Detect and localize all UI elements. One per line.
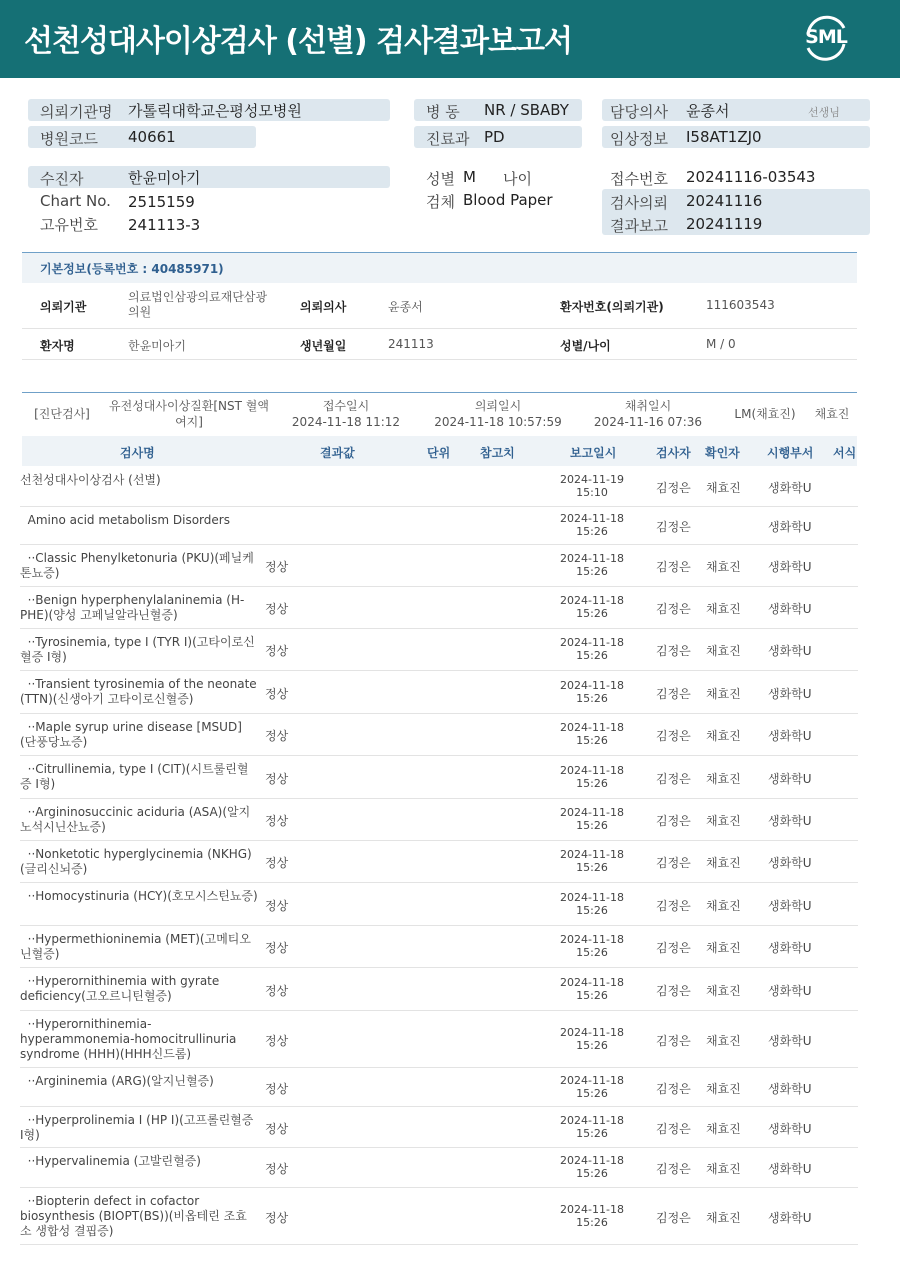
tester-name: 김정은: [656, 602, 691, 616]
basic-birth-value: 241113: [388, 337, 434, 351]
specimen-label: 검체: [426, 193, 455, 211]
department: 생화학U: [768, 1082, 812, 1096]
department: 생화학U: [768, 520, 812, 534]
basic-bottom-line: [22, 359, 857, 360]
clinical-label: 임상정보: [610, 130, 668, 148]
result-value: 정상: [265, 560, 289, 574]
report-title: 선천성대사이상검사 (선별) 검사결과보고서: [24, 24, 572, 59]
report-date: 2024-11-19: [560, 473, 624, 486]
department: 생화학U: [768, 687, 812, 701]
recipient-value: 한윤미아기: [128, 169, 201, 187]
table-row: [20, 507, 858, 545]
confirmer-name: 채효진: [706, 941, 741, 955]
doctor-value: 윤종서: [686, 102, 730, 120]
tester-name: 김정은: [656, 856, 691, 870]
table-row: [20, 799, 858, 841]
tester-name: 김정은: [656, 1034, 691, 1048]
test-name: ··Benign hyperphenylalaninemia (H-PHE)(양성 고페닐알라닌혈증): [20, 593, 245, 622]
doctor-suffix: 선생님: [808, 106, 840, 119]
report-time: 15:26: [576, 607, 608, 620]
result-value: 정상: [265, 814, 289, 828]
department: 생화학U: [768, 1211, 812, 1225]
report-label: 결과보고: [610, 217, 668, 235]
basic-divider: [22, 328, 857, 329]
tester-name: 김정은: [656, 1082, 691, 1096]
department: 생화학U: [768, 1122, 812, 1136]
report-date: 2024-11-18: [560, 933, 624, 946]
col-report: 보고일시: [570, 446, 617, 460]
meta-request-value: 2024-11-18 10:57:59: [434, 415, 562, 429]
report-time: 15:26: [576, 1127, 608, 1140]
col-result: 결과값: [320, 446, 355, 460]
meta-collect-value: 2024-11-16 07:36: [593, 415, 703, 429]
col-dept: 시행부서: [767, 446, 814, 460]
confirmer-name: 채효진: [706, 687, 741, 701]
table-row: [20, 1107, 858, 1148]
table-row: [20, 1188, 858, 1245]
confirmer-name: 채효진: [706, 481, 741, 495]
test-name: ··Hyperprolinemia I (HP I)(고프롤린혈증 I형): [20, 1113, 258, 1142]
report-header: [0, 0, 900, 78]
result-value: 정상: [265, 941, 289, 955]
report-datetime: [552, 721, 632, 747]
table-row: [20, 629, 858, 671]
hospital-code-value: 40661: [128, 128, 176, 146]
result-value: 정상: [265, 729, 289, 743]
basic-doc-key: 의뢰의사: [300, 300, 347, 314]
test-name: 선천성대사이상검사 (선별): [20, 473, 161, 487]
result-value: 정상: [265, 1122, 289, 1136]
tester-name: 김정은: [656, 941, 691, 955]
report-date: 2024-11-18: [560, 512, 624, 525]
report-value: 20241119: [686, 215, 763, 233]
unique-label: 고유번호: [40, 216, 98, 234]
col-name: 검사명: [120, 446, 155, 460]
department: 생화학U: [768, 729, 812, 743]
dept-label: 진료과: [426, 130, 470, 148]
specimen-value: Blood Paper: [463, 191, 553, 209]
table-row: [20, 926, 858, 968]
test-name: ··Transient tyrosinemia of the neonate (TTN)(신생아기 고타이로신혈증): [20, 677, 261, 706]
report-time: 15:26: [576, 819, 608, 832]
department: 생화학U: [768, 560, 812, 574]
tester-name: 김정은: [656, 644, 691, 658]
confirmer-name: 채효진: [706, 644, 741, 658]
col-confirm: 확인자: [705, 446, 740, 460]
basic-sexage-value: M / 0: [706, 337, 736, 351]
result-value: 정상: [265, 772, 289, 786]
report-date: 2024-11-18: [560, 1154, 624, 1167]
meta-category: [진단검사]: [34, 407, 90, 421]
test-name: ··Hyperornithinemia with gyrate deficiency(고오르니틴혈증): [20, 974, 224, 1003]
confirmer-name: 채효진: [706, 899, 741, 913]
hospital-code-label: 병원코드: [40, 130, 98, 148]
department: 생화학U: [768, 941, 812, 955]
institution-label: 의뢰기관명: [40, 103, 113, 121]
result-value: 정상: [265, 1211, 289, 1225]
report-date: 2024-11-18: [560, 552, 624, 565]
basic-pno-value: 111603543: [706, 298, 775, 312]
receipt-value: 20241116-03543: [686, 168, 816, 186]
age-label: 나이: [503, 170, 532, 188]
test-name: ··Hypervalinemia (고발린혈증): [20, 1154, 201, 1168]
meta-receipt-label: 접수일시: [322, 399, 370, 413]
confirmer-name: 채효진: [706, 772, 741, 786]
department: 생화학U: [768, 899, 812, 913]
meta-test-desc: 유전성대사이상질환[NST 혈액여지]: [109, 399, 269, 429]
institution-value: 가톨릭대학교은평성모병원: [128, 102, 302, 120]
chart-label: Chart No.: [40, 192, 111, 210]
basic-sexage-key: 성별/나이: [560, 339, 611, 353]
meta-collect-label: 채취일시: [624, 399, 672, 413]
results-top-line: [22, 392, 857, 393]
report-time: 15:26: [576, 734, 608, 747]
test-name: ··Citrullinemia, type I (CIT)(시트룰린혈증 I형): [20, 762, 249, 791]
unique-value: 241113-3: [128, 216, 201, 234]
report-datetime: [552, 594, 632, 620]
result-value: 정상: [265, 602, 289, 616]
report-time: 15:26: [576, 1039, 608, 1052]
tester-name: 김정은: [656, 984, 691, 998]
report-date: 2024-11-18: [560, 721, 624, 734]
result-value: 정상: [265, 899, 289, 913]
sex-value: M: [463, 168, 476, 186]
table-row: [20, 883, 858, 926]
tester-name: 김정은: [656, 814, 691, 828]
tester-name: 김정은: [656, 1162, 691, 1176]
table-row: [20, 1011, 858, 1068]
department: 생화학U: [768, 814, 812, 828]
request-label: 검사의뢰: [610, 194, 668, 212]
report-time: 15:10: [576, 486, 608, 499]
department: 생화학U: [768, 772, 812, 786]
report-time: 15:26: [576, 565, 608, 578]
result-value: 정상: [265, 1082, 289, 1096]
confirmer-name: 채효진: [706, 1211, 741, 1225]
col-tester: 검사자: [656, 446, 691, 460]
table-row: [20, 1148, 858, 1188]
ward-value: NR / SBABY: [484, 101, 569, 119]
logo-text: SML: [805, 26, 847, 48]
basic-name-key: 환자명: [40, 339, 75, 353]
result-value: 정상: [265, 1162, 289, 1176]
report-time: 15:26: [576, 692, 608, 705]
report-date: 2024-11-18: [560, 594, 624, 607]
table-row: [20, 714, 858, 756]
table-row: [20, 587, 858, 629]
report-time: 15:26: [576, 649, 608, 662]
report-datetime: [552, 473, 632, 499]
basic-inst-value: 의료법인삼광의료재단삼광의원: [128, 290, 268, 319]
confirmer-name: 채효진: [706, 814, 741, 828]
result-value: 정상: [265, 856, 289, 870]
report-time: 15:26: [576, 777, 608, 790]
tester-name: 김정은: [656, 772, 691, 786]
table-row: [20, 671, 858, 714]
confirmer-name: 채효진: [706, 1082, 741, 1096]
tester-name: 김정은: [656, 481, 691, 495]
confirmer-name: 채효진: [706, 1162, 741, 1176]
basic-doc-value: 윤종서: [388, 300, 423, 314]
test-name: ··Tyrosinemia, type I (TYR I)(고타이로신혈증 I형): [20, 635, 255, 664]
report-date: 2024-11-18: [560, 806, 624, 819]
confirmer-name: 채효진: [706, 1122, 741, 1136]
dept-value: PD: [484, 128, 505, 146]
test-name: ··Argininosuccinic aciduria (ASA)(알지노석시닌산뇨증): [20, 805, 251, 834]
report-datetime: [552, 1203, 632, 1229]
table-row: [20, 756, 858, 799]
confirmer-name: 채효진: [706, 602, 741, 616]
sml-logo: [800, 12, 852, 64]
department: 생화학U: [768, 481, 812, 495]
col-unit: 단위: [427, 446, 451, 460]
tester-name: 김정은: [656, 899, 691, 913]
report-date: 2024-11-18: [560, 636, 624, 649]
tester-name: 김정은: [656, 560, 691, 574]
basic-inst-key: 의뢰기관: [40, 300, 87, 314]
department: 생화학U: [768, 1162, 812, 1176]
confirmer-name: 채효진: [706, 560, 741, 574]
report-datetime: [552, 1154, 632, 1180]
report-date: 2024-11-18: [560, 764, 624, 777]
result-value: 정상: [265, 1034, 289, 1048]
confirmer-name: 채효진: [706, 984, 741, 998]
ward-label: 병 동: [426, 103, 460, 121]
basic-birth-key: 생년월일: [300, 339, 347, 353]
department: 생화학U: [768, 984, 812, 998]
report-time: 15:26: [576, 1216, 608, 1229]
result-value: 정상: [265, 644, 289, 658]
report-date: 2024-11-18: [560, 976, 624, 989]
request-value: 20241116: [686, 192, 763, 210]
report-time: 15:26: [576, 989, 608, 1002]
report-date: 2024-11-18: [560, 679, 624, 692]
department: 생화학U: [768, 644, 812, 658]
report-datetime: [552, 636, 632, 662]
test-name: ··Hypermethioninemia (MET)(고메티오닌혈증): [20, 932, 251, 961]
doctor-label: 담당의사: [610, 103, 668, 121]
report-datetime: [552, 1074, 632, 1100]
report-datetime: [552, 848, 632, 874]
report-time: 15:26: [576, 861, 608, 874]
report-time: 15:26: [576, 904, 608, 917]
table-row: [20, 467, 858, 507]
table-row: [20, 1068, 858, 1107]
meta-request-label: 의뢰일시: [474, 399, 522, 413]
tester-name: 김정은: [656, 729, 691, 743]
confirmer-name: 채효진: [706, 856, 741, 870]
basic-pno-key: 환자번호(의뢰기관): [560, 300, 664, 314]
report-date: 2024-11-18: [560, 1114, 624, 1127]
table-row: [20, 841, 858, 883]
report-datetime: [552, 764, 632, 790]
test-name: ··Maple syrup urine disease [MSUD](단풍당뇨증): [20, 720, 242, 749]
clinical-value: I58AT1ZJ0: [686, 128, 762, 146]
report-datetime: [552, 976, 632, 1002]
report-datetime: [552, 933, 632, 959]
col-format: 서식: [833, 446, 857, 460]
table-row: [20, 968, 858, 1011]
report-time: 15:26: [576, 1167, 608, 1180]
chart-value: 2515159: [128, 193, 195, 211]
meta-receipt-value: 2024-11-18 11:12: [291, 415, 401, 429]
report-datetime: [552, 806, 632, 832]
report-date: 2024-11-18: [560, 1026, 624, 1039]
recipient-label: 수진자: [40, 170, 84, 188]
meta-confirmer: 채효진: [814, 407, 850, 421]
receipt-label: 접수번호: [610, 170, 668, 188]
table-row: [20, 545, 858, 587]
report-time: 15:26: [576, 946, 608, 959]
confirmer-name: 채효진: [706, 1034, 741, 1048]
test-name: Amino acid metabolism Disorders: [20, 513, 230, 527]
test-name: ··Argininemia (ARG)(알지닌혈증): [20, 1074, 214, 1088]
report-datetime: [552, 1026, 632, 1052]
department: 생화학U: [768, 856, 812, 870]
report-time: 15:26: [576, 525, 608, 538]
basic-info-title: 기본정보(등록번호 : 40485971): [40, 262, 224, 276]
result-value: 정상: [265, 687, 289, 701]
basic-info-section: [22, 252, 857, 283]
test-name: ··Classic Phenylketonuria (PKU)(페닐케톤뇨증): [20, 551, 254, 580]
tester-name: 김정은: [656, 687, 691, 701]
result-value: 정상: [265, 984, 289, 998]
tester-name: 김정은: [656, 520, 691, 534]
basic-name-value: 한윤미아기: [128, 339, 186, 353]
report-datetime: [552, 679, 632, 705]
col-ref: 참고치: [480, 446, 515, 460]
test-name: ··Homocystinuria (HCY)(호모시스틴뇨증): [20, 889, 258, 903]
report-date: 2024-11-18: [560, 1074, 624, 1087]
report-time: 15:26: [576, 1087, 608, 1100]
report-datetime: [552, 1114, 632, 1140]
department: 생화학U: [768, 1034, 812, 1048]
tester-name: 김정은: [656, 1211, 691, 1225]
report-date: 2024-11-18: [560, 848, 624, 861]
test-name: ··Hyperornithinemia-hyperammonemia-homocitrullinuria syndrome (HHH)(HHH신드롬): [20, 1017, 241, 1061]
sex-label: 성별: [426, 170, 455, 188]
meta-lm: LM(채효진): [734, 407, 796, 421]
report-date: 2024-11-18: [560, 1203, 624, 1216]
confirmer-name: 채효진: [706, 729, 741, 743]
test-name: ··Biopterin defect in cofactor biosynthesis (BIOPT(BS))(비옵테린 조효소 생합성 결핍증): [20, 1194, 247, 1238]
report-datetime: [552, 891, 632, 917]
test-name: ··Nonketotic hyperglycinemia (NKHG)(글리신뇌증): [20, 847, 252, 876]
report-datetime: [552, 552, 632, 578]
tester-name: 김정은: [656, 1122, 691, 1136]
report-date: 2024-11-18: [560, 891, 624, 904]
department: 생화학U: [768, 602, 812, 616]
report-datetime: [552, 512, 632, 538]
